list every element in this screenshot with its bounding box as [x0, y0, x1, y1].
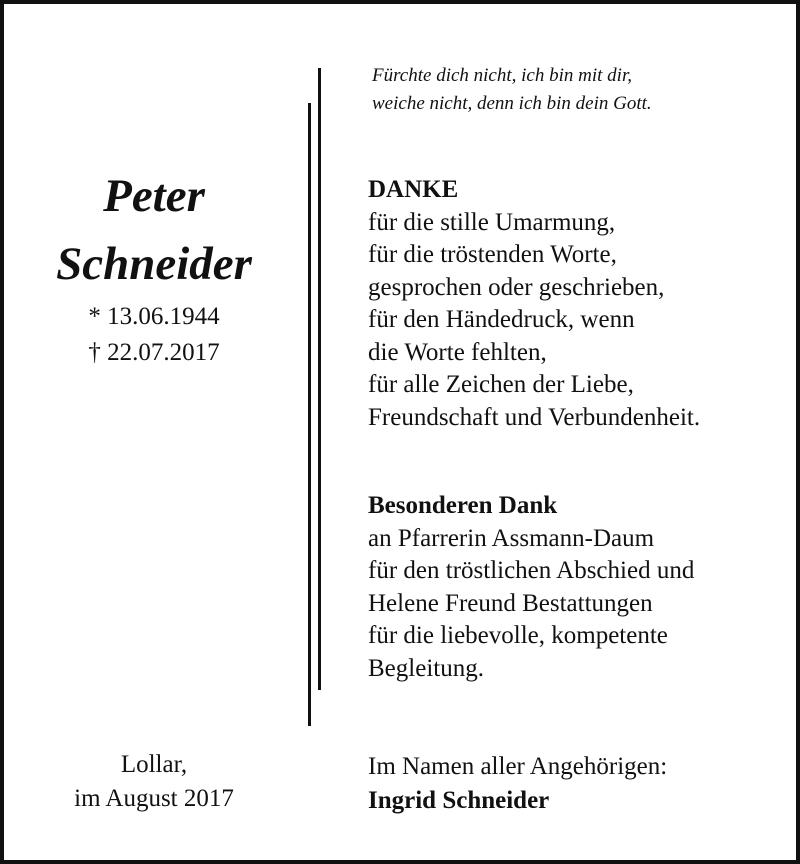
special-thanks-line: an Pfarrerin Assmann-Daum	[368, 524, 655, 552]
thanks-line: die Worte fehlten,	[368, 338, 547, 366]
thanks-line: für alle Zeichen der Liebe,	[368, 371, 634, 398]
special-thanks-line: für die liebevolle, kompetente	[368, 622, 668, 649]
quote-line: Fürchte dich nicht, ich bin mit dir,	[372, 65, 632, 86]
deceased-first-name: Peter	[103, 170, 205, 222]
divider-line	[308, 103, 311, 726]
signature-name: Ingrid Schneider	[368, 787, 550, 814]
birth-date: * 13.06.1944	[88, 303, 220, 330]
quote-line: weiche nicht, denn ich bin dein Gott.	[372, 93, 652, 114]
thanks-line: für den Händedruck, wenn	[368, 306, 635, 333]
thanks-heading: DANKE	[368, 176, 459, 203]
special-thanks-line: für den tröstlichen Abschied und	[368, 557, 695, 584]
deceased-last-name: Schneider	[56, 238, 252, 290]
thanks-section	[368, 174, 700, 434]
special-thanks-line: Begleitung.	[368, 654, 484, 682]
place-city: Lollar,	[120, 751, 188, 778]
death-date: † 22.07.2017	[88, 339, 220, 366]
place-date: im August 2017	[74, 785, 234, 812]
special-thanks-section	[368, 490, 694, 685]
signature-block	[368, 750, 667, 818]
divider-line	[318, 68, 321, 690]
special-thanks-line: Helene Freund Bestattungen	[368, 589, 653, 617]
signature-intro: Im Namen aller Angehörigen:	[368, 753, 668, 780]
bible-quote	[372, 62, 652, 118]
place-and-date	[4, 748, 304, 816]
thanks-line: für die stille Umarmung,	[368, 208, 616, 236]
thanks-line: für die tröstenden Worte,	[368, 241, 617, 268]
thanks-line: Freundschaft und Verbundenheit.	[368, 403, 701, 431]
special-thanks-heading: Besonderen Dank	[368, 492, 558, 519]
thanks-line: gesprochen oder geschrieben,	[368, 273, 665, 301]
